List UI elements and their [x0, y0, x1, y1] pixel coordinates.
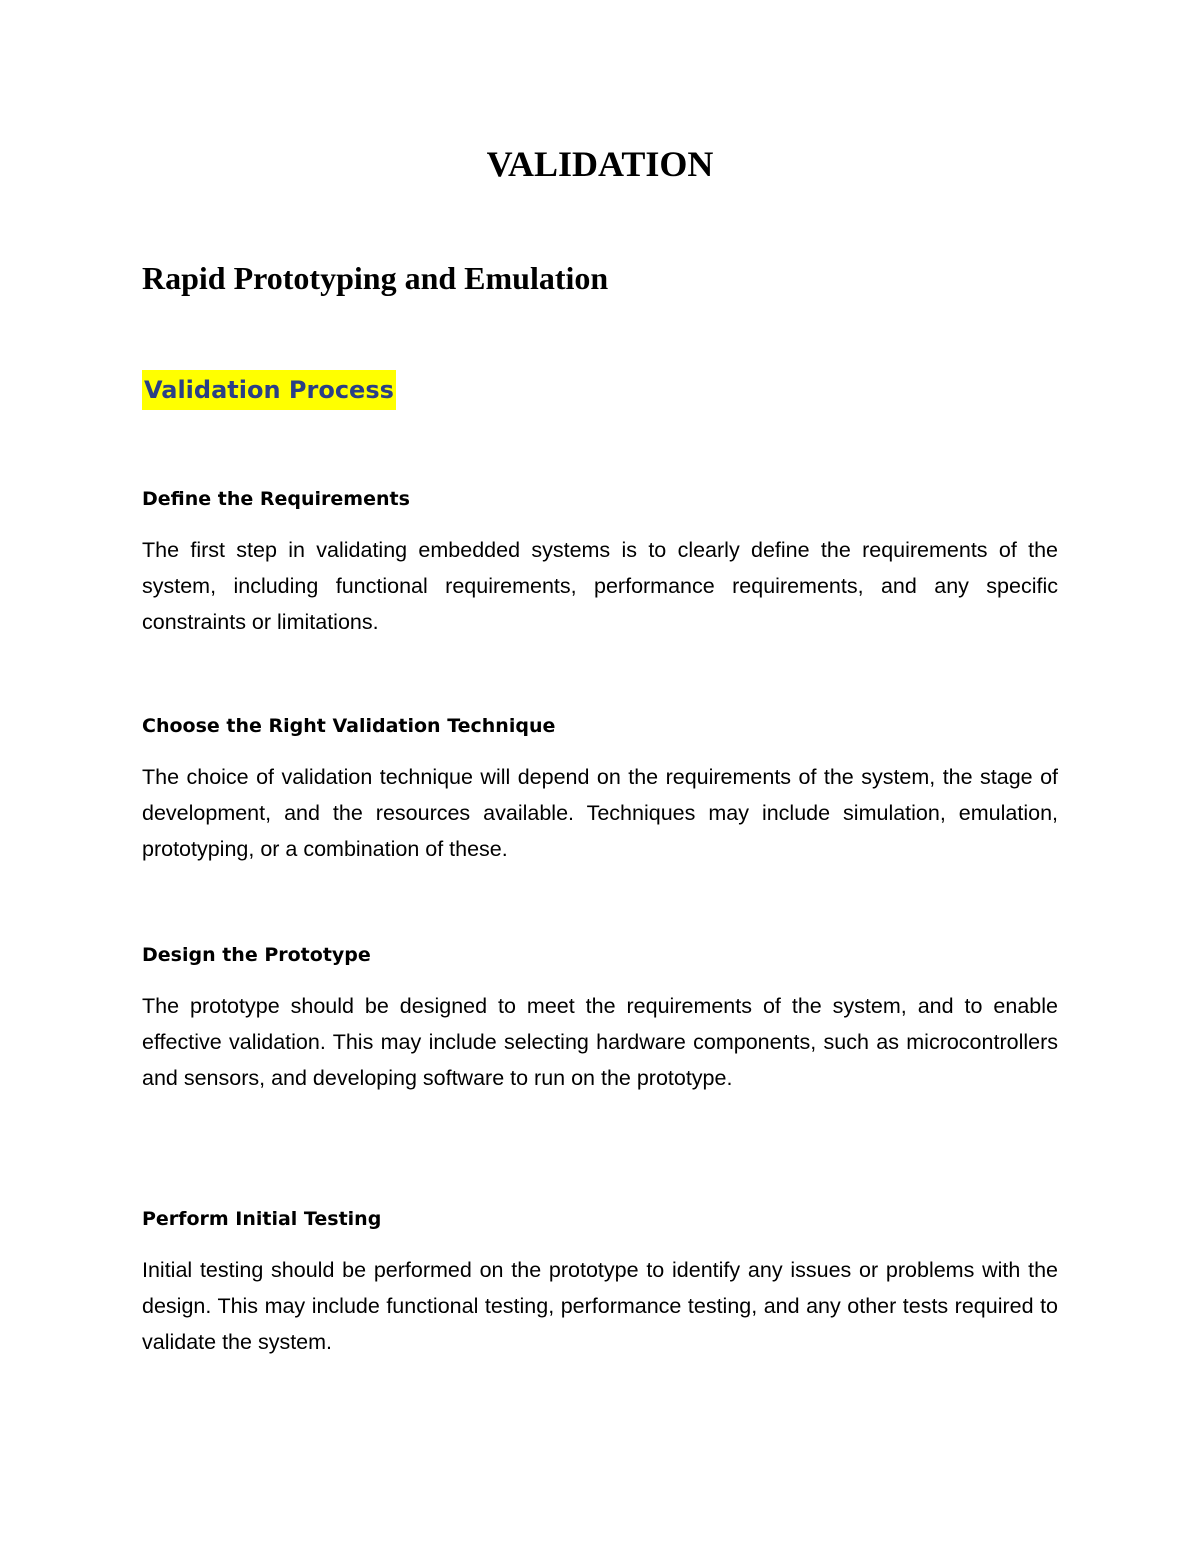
section-body-choose-technique: The choice of validation technique will depend on the requirements of the system, the stage of development, and the resources available. Techniques may include simulation, emulation, prototyping, or a combination of these. [142, 765, 1058, 861]
document-title: VALIDATION [486, 144, 714, 184]
section-body-define-requirements: The first step in validating embedded systems is to clearly define the requirements of the system, including functional requirements, performance requirements, and any specific constraints or limitations. [142, 538, 1058, 634]
section-heading-choose-technique: Choose the Right Validation Technique [142, 715, 556, 737]
section-heading-initial-testing: Perform Initial Testing [142, 1208, 382, 1230]
highlighted-section-heading: Validation Process [142, 370, 396, 410]
section-body-design-prototype: The prototype should be designed to meet the requirements of the system, and to enable effective validation. This may include selecting hardware components, such as microcontrollers and sensors, and developing software to run on the prototype. [142, 994, 1058, 1090]
section-body-initial-testing: Initial testing should be performed on the prototype to identify any issues or problems with the design. This may include functional testing, performance testing, and any other tests required to validate the system. [142, 1258, 1058, 1354]
document-subtitle: Rapid Prototyping and Emulation [142, 260, 609, 296]
section-heading-define-requirements: Define the Requirements [142, 488, 410, 510]
section-heading-design-prototype: Design the Prototype [142, 944, 371, 966]
